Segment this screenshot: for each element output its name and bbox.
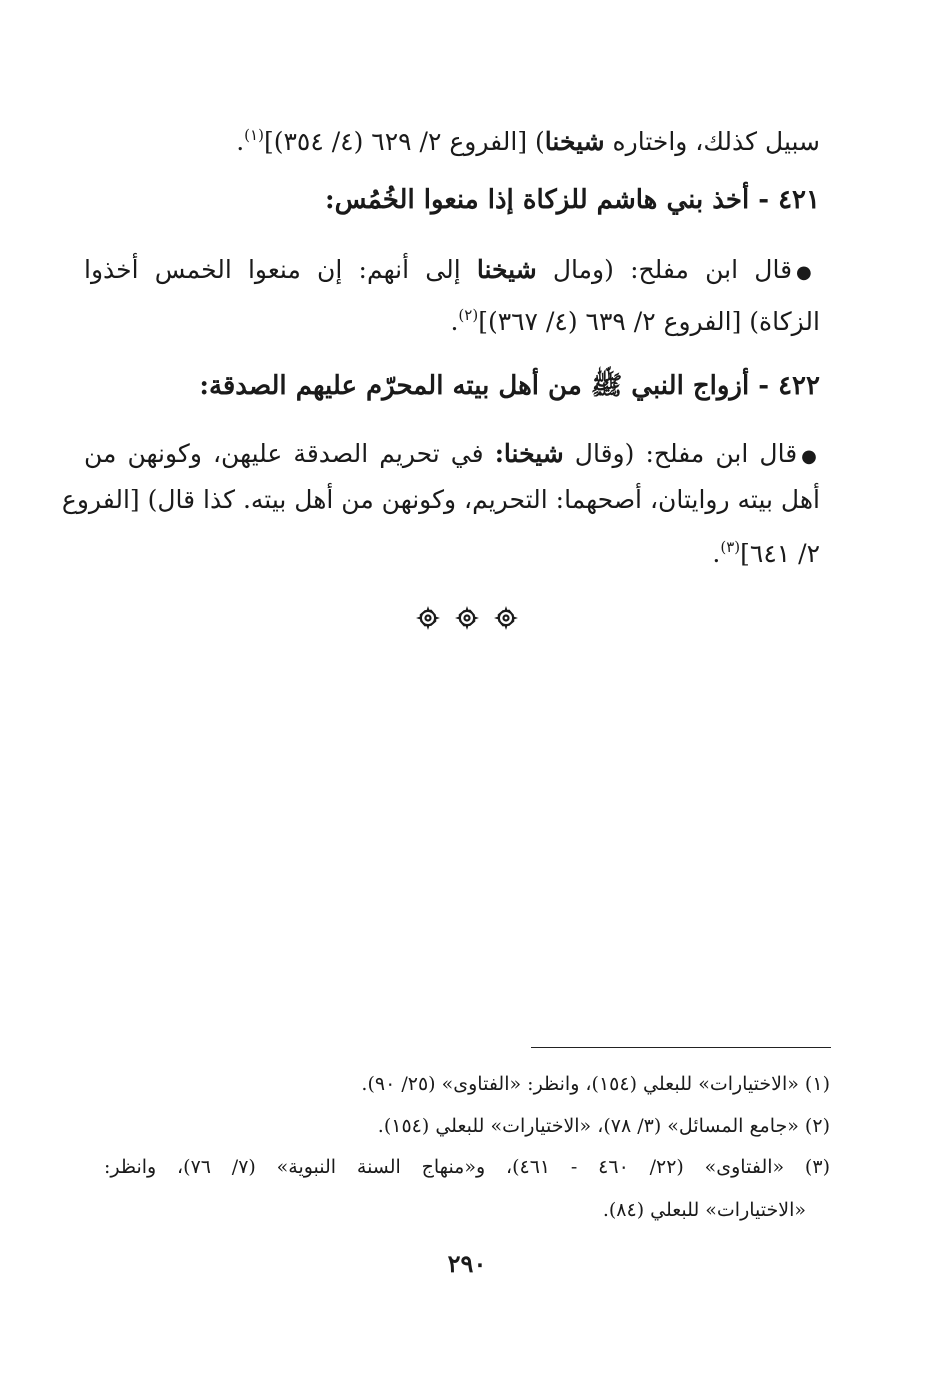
punctuation: . (450, 307, 459, 336)
text-segment: في تحريم الصدقة عليهن، وكونهن من (84, 439, 495, 468)
footnote-3-continuation: «الاختيارات» للبعلي (٨٤). (602, 1199, 806, 1221)
footnote-ref[interactable]: (١) (244, 126, 264, 144)
ornament-icon (454, 605, 480, 631)
ornament-icon (415, 605, 441, 631)
paragraph-line (84, 437, 820, 474)
punctuation: . (236, 127, 245, 156)
footnote-ref[interactable]: (٢) (458, 306, 479, 324)
bold-term: شيخنا: (494, 439, 564, 468)
citation: ) [الفروع ٢/ ٦٢٩ (٤/ ٣٥٤)] (263, 127, 545, 156)
paragraph-line: أهل بيته روايتان، أصحهما: التحريم، وكونهن من أهل بيته. كذا قال) [الفروع (61, 485, 820, 514)
section-divider-ornaments (0, 605, 934, 635)
paragraph-line (450, 298, 820, 339)
bullet-icon: ● (796, 262, 820, 283)
text-segment: قال ابن مفلح: (ومال (536, 255, 793, 284)
footnote-separator (531, 1047, 831, 1048)
footnote-3: (٣) «الفتاوى» (٢٢/ ٤٦٠ - ٤٦١)، و«منهاج السنة النبوية» (٧/ ٧٦)، وانظر: (104, 1156, 830, 1178)
text-segment: إلى أنهم: إن منعوا الخمس أخذوا (84, 255, 477, 284)
punctuation: . (712, 539, 721, 568)
paragraph-continuation-line (236, 118, 820, 159)
ornament-icon (493, 605, 519, 631)
citation: ٢/ ٦٤١] (740, 539, 820, 568)
paragraph-line (712, 530, 820, 571)
section-heading-421: ٤٢١ - أخذ بني هاشم للزكاة إذا منعوا الخُمُس: (324, 185, 820, 215)
page-number: ٢٩٠ (447, 1249, 487, 1278)
footnote-2: (٢) «جامع المسائل» (٣/ ٧٨)، «الاختيارات» للبعلي (١٥٤). (377, 1115, 830, 1137)
footnote-1: (١) «الاختيارات» للبعلي (١٥٤)، وانظر: «الفتاوى» (٢٥/ ٩٠). (361, 1073, 830, 1095)
paragraph-line (84, 253, 820, 290)
section-heading-422: ٤٢٢ - أزواج النبي ﷺ من أهل بيته المحرّم عليهم الصدقة: (199, 371, 820, 401)
footnote-ref[interactable]: (٣) (720, 538, 741, 556)
text-segment: سبيل كذلك، واختاره (604, 127, 820, 156)
bold-term: شيخنا (544, 127, 605, 156)
bold-term: شيخنا (476, 255, 537, 284)
bullet-icon: ● (801, 446, 820, 467)
citation: الزكاة) [الفروع ٢/ ٦٣٩ (٤/ ٣٦٧)] (478, 307, 820, 336)
text-segment: قال ابن مفلح: (وقال (563, 439, 798, 468)
